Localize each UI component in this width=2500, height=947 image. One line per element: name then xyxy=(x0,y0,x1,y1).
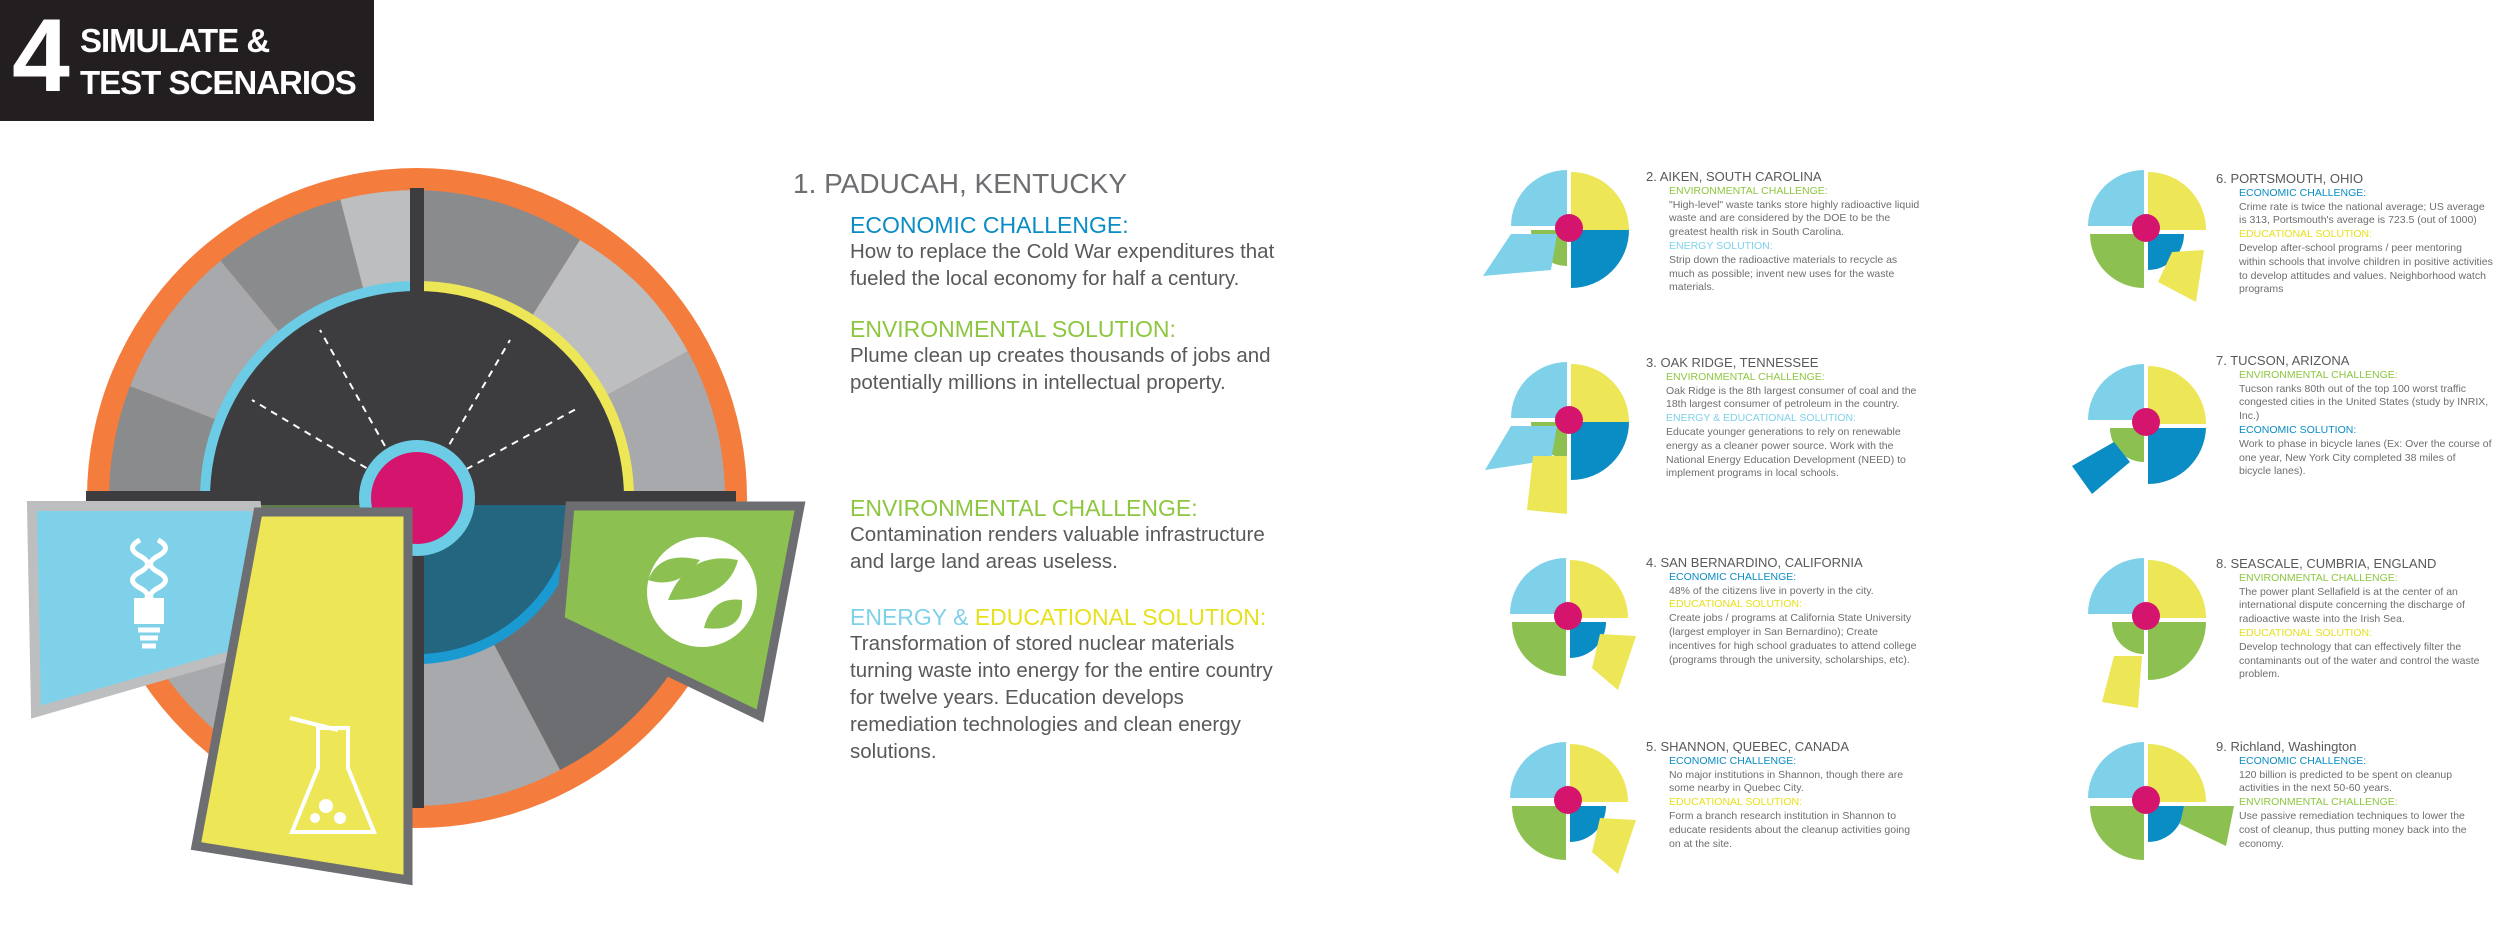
leaves-icon xyxy=(647,537,757,647)
case-text: 120 billion is predicted to be spent on cleanup xyxy=(2239,768,2453,781)
case-title: 7. TUCSON, ARIZONA xyxy=(2216,353,2350,368)
case-label: ENVIRONMENTAL CHALLENGE: xyxy=(2239,571,2398,584)
case-label: EDUCATIONAL SOLUTION: xyxy=(1669,796,1803,809)
main-case-title: 1. PADUCAH, KENTUCKY xyxy=(793,168,1127,199)
case-label: EDUCATIONAL SOLUTION: xyxy=(1669,598,1803,611)
case-text: greatest health risk in South Carolina. xyxy=(1669,226,1845,239)
case-text: National Energy Education Development (NEED) to xyxy=(1666,453,1906,466)
educational-label: EDUCATIONAL SOLUTION: xyxy=(974,604,1267,630)
case-label: ENVIRONMENTAL CHALLENGE: xyxy=(2239,796,2398,809)
case-label: ENERGY & EDUCATIONAL SOLUTION: xyxy=(1666,412,1857,425)
case-text: economy. xyxy=(2239,837,2284,850)
main-scenario-diagram xyxy=(0,0,820,900)
case-label: ENVIRONMENTAL CHALLENGE: xyxy=(2239,368,2398,381)
mini-diagram-shannon xyxy=(1508,740,1658,880)
case-oak-ridge xyxy=(1646,356,1916,481)
case-text: 48% of the citizens live in poverty in the city. xyxy=(1669,584,1874,597)
case-aiken xyxy=(1646,170,1919,295)
case-text: Crime rate is twice the national average; US average xyxy=(2239,200,2485,213)
mini-diagram-aiken xyxy=(1475,168,1645,298)
case-text: problem. xyxy=(2239,668,2280,681)
case-text: Work to phase in bicycle lanes (Ex: Over the course of xyxy=(2239,437,2492,450)
case-text: implement programs in local schools. xyxy=(1666,467,1839,480)
case-label: ECONOMIC CHALLENGE: xyxy=(2239,186,2367,199)
energy-educational-solution-label xyxy=(850,604,1266,631)
case-text: Strip down the radioactive materials to recycle as xyxy=(1669,253,1898,266)
environmental-challenge-text xyxy=(850,521,1290,575)
case-text: activities in the next 50-60 years. xyxy=(2239,782,2392,795)
case-san-bernardino xyxy=(1646,556,1917,667)
case-text: to develop attitudes and values. Neighborhood watch xyxy=(2239,269,2486,282)
text-line: potentially millions in intellectual property. xyxy=(850,371,1226,394)
case-richland xyxy=(2216,740,2467,851)
case-label: EDUCATIONAL SOLUTION: xyxy=(2239,626,2373,639)
case-text: Inc.) xyxy=(2239,410,2260,423)
case-text: within schools that involve children in positive activities xyxy=(2239,255,2493,268)
section-title-line2: TEST SCENARIOS xyxy=(80,64,356,101)
case-text: programs xyxy=(2239,283,2284,296)
case-text: is 313, Portsmouth's average is 723.5 (out of 1000) xyxy=(2239,214,2477,227)
case-label: ECONOMIC SOLUTION: xyxy=(2239,423,2357,436)
case-text: Educate younger generations to rely on renewable xyxy=(1666,425,1901,438)
case-label: ENERGY SOLUTION: xyxy=(1669,239,1773,252)
case-text: incentives for high school graduates to attend college xyxy=(1669,639,1917,652)
section-number: 4 xyxy=(12,0,70,114)
case-text: educate residents about the cleanup activities going xyxy=(1669,823,1911,836)
case-seascale xyxy=(2216,557,2479,682)
economic-challenge-label: ECONOMIC CHALLENGE: xyxy=(850,212,1129,238)
text-line: Transformation of stored nuclear materials xyxy=(850,632,1235,655)
mini-diagram-seascale xyxy=(2086,556,2236,716)
case-label: ECONOMIC CHALLENGE: xyxy=(1669,754,1797,767)
text-line: turning waste into energy for the entire country xyxy=(850,659,1273,682)
case-text: international dispute concerning the discharge of xyxy=(2239,599,2465,612)
case-tucson xyxy=(2216,354,2492,479)
case-shannon xyxy=(1646,740,1910,851)
environmental-solution-label: ENVIRONMENTAL SOLUTION: xyxy=(850,316,1176,342)
case-text: No major institutions in Shannon, though there are xyxy=(1669,768,1904,781)
text-line: for twelve years. Education develops xyxy=(850,686,1184,709)
case-label: ECONOMIC CHALLENGE: xyxy=(1669,570,1797,583)
energy-label: ENERGY & xyxy=(850,604,975,630)
case-label: EDUCATIONAL SOLUTION: xyxy=(2239,228,2373,241)
economic-challenge-text xyxy=(850,238,1290,292)
text-line: Plume clean up creates thousands of jobs and xyxy=(850,344,1271,367)
case-title: 3. OAK RIDGE, TENNESSEE xyxy=(1646,355,1819,370)
case-text: cost of cleanup, thus putting money back into the xyxy=(2239,823,2467,836)
case-text: Tucson ranks 80th out of the top 100 worst traffic xyxy=(2239,382,2467,395)
environmental-challenge-label: ENVIRONMENTAL CHALLENGE: xyxy=(850,495,1198,521)
case-text: "High-level" waste tanks store highly radioactive liquid xyxy=(1669,198,1920,211)
mini-diagram-oak-ridge xyxy=(1475,360,1645,520)
mini-diagram-tucson xyxy=(2070,362,2230,502)
mini-diagram-portsmouth xyxy=(2086,168,2236,308)
case-title: 6. PORTSMOUTH, OHIO xyxy=(2216,171,2364,186)
case-text: energy as a cleaner power source. Work with the xyxy=(1666,439,1894,452)
text-line: and large land areas useless. xyxy=(850,550,1118,573)
case-text: one year, New York City completed 38 miles of xyxy=(2239,451,2456,464)
text-line: fueled the local economy for half a century. xyxy=(850,267,1240,290)
case-text: Develop technology that can effectively filter the xyxy=(2239,640,2462,653)
case-text: waste and are considered by the DOE to be the xyxy=(1669,212,1891,225)
case-text: Form a branch research institution in Shannon to xyxy=(1669,809,1897,822)
section-title-line1: SIMULATE & xyxy=(80,22,270,59)
case-title: 9. Richland, Washington xyxy=(2216,739,2357,754)
case-portsmouth xyxy=(2216,172,2493,297)
case-text: Use passive remediation techniques to lower the xyxy=(2239,809,2465,822)
case-text: (programs through the university, scholarships, etc). xyxy=(1669,653,1910,666)
energy-educational-solution-text xyxy=(850,630,1290,765)
case-text: The power plant Sellafield is at the center of an xyxy=(2239,585,2458,598)
environmental-solution-text xyxy=(850,342,1290,396)
case-label: ENVIRONMENTAL CHALLENGE: xyxy=(1666,370,1825,383)
case-label: ENVIRONMENTAL CHALLENGE: xyxy=(1669,184,1828,197)
case-text: (largest employer in San Bernardino); Create xyxy=(1669,625,1878,638)
text-line: solutions. xyxy=(850,740,937,763)
case-text: contaminants out of the water and control the waste xyxy=(2239,654,2480,667)
case-text: radioactive waste into the Irish Sea. xyxy=(2239,613,2405,626)
mini-diagram-san-bernardino xyxy=(1508,556,1658,696)
case-text: some nearby in Quebec City. xyxy=(1669,782,1804,795)
case-text: 18th largest consumer of petroleum in the country. xyxy=(1666,398,1900,411)
case-text: Create jobs / programs at California State University xyxy=(1669,612,1912,625)
case-title: 8. SEASCALE, CUMBRIA, ENGLAND xyxy=(2216,556,2437,571)
case-title: 2. AIKEN, SOUTH CAROLINA xyxy=(1646,169,1822,184)
text-line: remediation technologies and clean energy xyxy=(850,713,1241,736)
case-text: congested cities in the United States (study by INRIX, xyxy=(2239,396,2489,409)
case-text: Develop after-school programs / peer mentoring xyxy=(2239,241,2462,254)
case-text: materials. xyxy=(1669,281,1715,294)
case-text: Oak Ridge is the 8th largest consumer of coal and the xyxy=(1666,384,1917,397)
case-text: much as possible; invent new uses for the waste xyxy=(1669,267,1895,280)
case-title: 4. SAN BERNARDINO, CALIFORNIA xyxy=(1646,555,1863,570)
case-label: ECONOMIC CHALLENGE: xyxy=(2239,754,2367,767)
text-line: How to replace the Cold War expenditures that xyxy=(850,240,1275,263)
case-text: bicycle lanes). xyxy=(2239,465,2306,478)
text-line: Contamination renders valuable infrastructure xyxy=(850,523,1265,546)
case-title: 5. SHANNON, QUEBEC, CANADA xyxy=(1646,739,1849,754)
case-text: on at the site. xyxy=(1669,837,1733,850)
